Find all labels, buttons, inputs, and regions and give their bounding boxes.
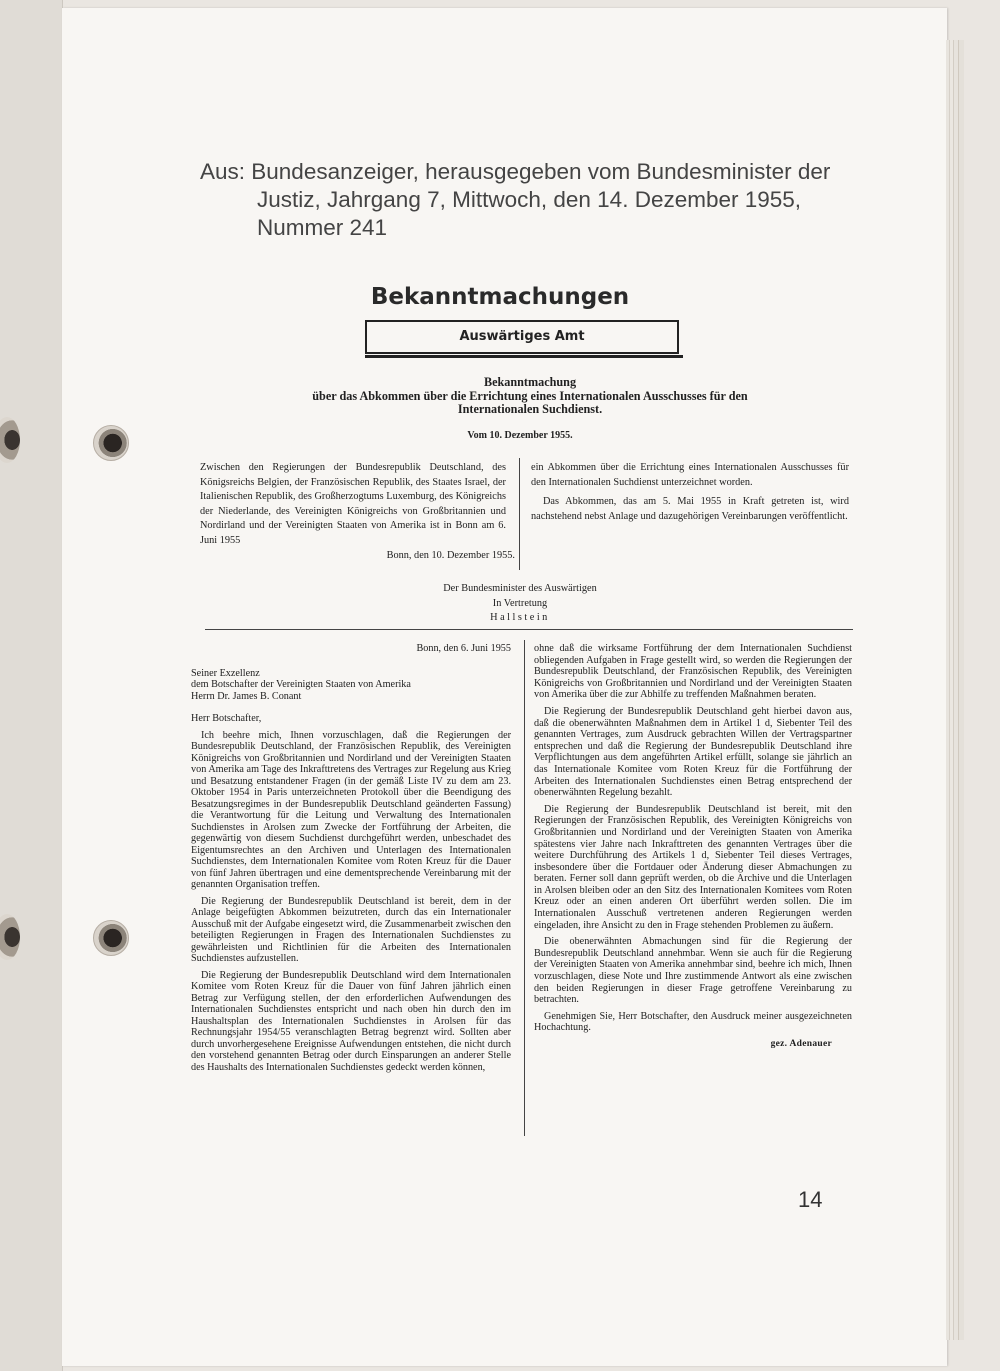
intro-left-column: Zwischen den Regierungen der Bundesrepublik Deutschland, des Königsreichs Belgien, der Französischen Republik, des Staates Israel, der Italienischen Republik, des Großherzogtums Luxemburg, des Königreichs der Niederlande, des Vereinigten Königreichs von Großbritannien und Nordirland und der Vereinigten Staaten von Amerika ist in Bonn am 6. Juni 1955: [200, 462, 506, 546]
letter-salutation: Herr Botschafter,: [191, 713, 262, 724]
section-box: Auswärtiges Amt: [365, 320, 679, 354]
page-stack-edge: [946, 40, 964, 1340]
letter-place-date: Bonn, den 6. Juni 1955: [416, 643, 511, 654]
letter-paragraph: ohne daß die wirksame Fortführung der dem Internationalen Suchdienst obliegenden Aufgaben in Frage gestellt wird, so werden die Regierungen der Bundesrepublik Deutschland, der Französischen Republik, des Vereinigten Königreichs von Großbritannien und Nordirland und der Vereinigten Staaten von Amerika über die zur Abhilfe zu treffenden Maßnahmen beraten.: [534, 643, 852, 701]
column-divider: [519, 458, 520, 570]
letter-address: Seiner Exzellenz dem Botschafter der Vereinigten Staaten von Amerika Herrn Dr. James B. Conant: [191, 667, 411, 702]
announcement-date: Vom 10. Dezember 1955.: [467, 430, 573, 441]
column-divider: [524, 640, 525, 1136]
letter-paragraph: Die Regierung der Bundesrepublik Deutschland ist bereit, mit den Regierungen der Französischen Republik, des Vereinigten Königreichs von Großbritannien und Nordirland und der Vereinigten Staaten von Amerika spätestens vier Jahre nach Inkrafttreten des genannten Vertrages über die weitere Durchführung des Artikels 1 d, Siebenter Teil dieses Vertrages, insbesondere über die Fortdauer oder Änderung dieser Abmachungen zu beraten. Ferner soll dann geprüft werden, ob die Archive und die Unterlagen in Arolsen bleiben oder an den Sitz des Internationalen Komitees vom Roten Kreuz oder an einen anderen Ort überführt werden sollen. Die im Internationalen Ausschuß vertretenen anderen Regierungen werden eingeladen, ihre Ansicht zu den in Frage stehenden Problemen zu äußern.: [534, 803, 852, 931]
letter-paragraph: Die Regierung der Bundesrepublik Deutschland geht hierbei davon aus, daß die obenerwähnten Maßnahmen dem in Artikel 1 d, Siebenter Teil des genannten Vertrages, zum Ausdruck gebrachten Willen der Vertragspartner entsprechen und daß die Regierung der Bundesrepublik Deutschland ihre Verpflichtungen aus dem angeführten Artikel erfüllt, solange sie jährlich an das Internationale Komitee vom Roten Kreuz für die Fortführung der Arbeiten des Internationalen Suchdienstes einen Betrag entsprechend der obenerwähnten Regelung bezahlt.: [534, 705, 852, 799]
intro-place-date: Bonn, den 10. Dezember 1955.: [386, 550, 515, 561]
page-heading: Bekanntmachungen: [370, 284, 630, 310]
binder-edge: [0, 0, 63, 1371]
signature-block: Der Bundesminister des Auswärtigen In Vertretung Hallstein: [443, 583, 597, 623]
letter-signature: gez. Adenauer: [770, 1039, 832, 1049]
punch-hole: [93, 425, 129, 461]
letter-paragraph: Ich beehre mich, Ihnen vorzuschlagen, daß die Regierungen der Bundesrepublik Deutschland, der Französischen Republik, des Vereinigten Königreichs von Großbritannien und Nordirland und der Vereinigten Staaten von Amerika am Tage des Inkrafttretens des Vertrages zur Regelung aus Krieg und Besatzung entstandener Fragen (in der gemäß Liste IV zu dem am 23. Oktober 1954 in Paris unterzeichneten Protokoll über die Beendigung des Besatzungsregimes in der Bundesrepublik Deutschland geänderten Fassung) die Verantwortung für die Leitung und Verwaltung des Internationalen Suchdienstes in Arolsen zum Zwecke der Fortführung der Arbeiten, die gegenwärtig von diesem Suchdienst durchgeführt werden, unbeschadet des Eigentumsrechtes an den Archiven und Unterlagen des Internationalen Suchdienstes, dem Internationalen Komitee vom Roten Kreuz für die Dauer von fünf Jahren übertragen und eine dementsprechende Vereinbarung mit der genannten Organisation treffen.: [191, 729, 511, 890]
letter-paragraph: Die Regierung der Bundesrepublik Deutschland ist bereit, dem in der Anlage beigefügten Abkommen beizutreten, durch das ein Internationaler Ausschuß mit der Aufgabe eingesetzt wird, die Zusammenarbeit zwischen den beteiligten Regierungen in Fragen des Internationalen Suchdienstes zu gewährleisten und Richtlinien für die Arbeiten des Internationalen Suchdienstes aufzustellen.: [191, 895, 511, 964]
letter-paragraph: Genehmigen Sie, Herr Botschafter, den Ausdruck meiner ausgezeichneten Hochachtung.: [534, 1010, 852, 1034]
punch-hole: [93, 920, 129, 956]
letter-right-column: [534, 643, 852, 1051]
section-rule: [205, 629, 853, 630]
intro-right-column: ein Abkommen über die Errichtung eines Internationalen Ausschusses für den Internationalen Suchdienst unterzeichnet worden. Das Abkommen, das am 5. Mai 1955 in Kraft getreten ist, wird nachstehend nebst Anlage und dazugehörigen Vereinbarungen veröffentlicht.: [531, 462, 849, 522]
source-citation: Aus: Bundesanzeiger, herausgegeben vom Bundesminister der Justiz, Jahrgang 7, Mittwoch, den 14. Dezember 1955, Nummer 241: [200, 159, 831, 240]
letter-paragraph: Die obenerwähnten Abmachungen sind für die Regierung der Bundesrepublik Deutschland annehmbar. Wenn sie auch für die Regierung der Vereinigten Staaten von Amerika annehmbar sind, beehre ich mich, Ihnen vorzuschlagen, diese Note und Ihre zustimmende Antwort als eine zwischen den beiden Regierungen in dieser Frage getroffene Vereinbarung zu betrachten.: [534, 936, 852, 1006]
page-number: 14: [798, 1187, 823, 1212]
letter-paragraph: Die Regierung der Bundesrepublik Deutschland wird dem Internationalen Komitee vom Roten Kreuz für die Dauer von fünf Jahren jährlich einen Betrag zur Verfügung stellen, der den erforderlichen Aufwendungen des Internationalen Suchdienstes entspricht und nach oben hin durch den im Haushaltsplan des Internationalen Suchdienstes in Arolsen für das Rechnungsjahr 1954/55 veranschlagten Betrag begrenzt wird. Sollten aber durch unvorhergesehene Ereignisse Aufwendungen entstehen, die nicht durch den vorstehend genannten Betrag oder durch Einsparungen an anderer Stelle des Haushalts des Internationalen Suchdienstes gedeckt werden können,: [191, 969, 511, 1073]
letter-left-column: [191, 643, 511, 1078]
announcement-title: Bekanntmachung über das Abkommen über die Errichtung eines Internationalen Ausschusses für den Internationalen Suchdienst.: [312, 375, 748, 416]
